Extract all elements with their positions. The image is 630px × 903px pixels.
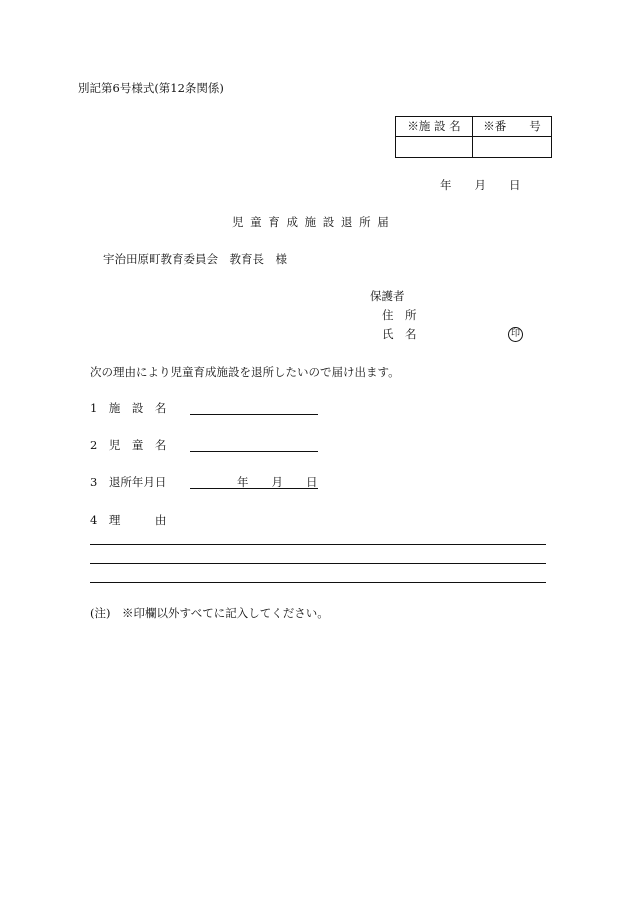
withdrawal-date-field-line — [190, 488, 318, 489]
number-header: ※番 号 — [473, 117, 551, 137]
reason-line — [90, 582, 546, 583]
facility-name-header: ※施 設 名 — [396, 117, 473, 137]
footnote: (注) ※印欄以外すべてに記入してください。 — [90, 606, 329, 620]
reason-line — [90, 544, 546, 545]
item-facility-name-label: 1 施 設 名 — [90, 401, 167, 415]
statement-text: 次の理由により児童育成施設を退所したいので届け出ます。 — [90, 365, 400, 379]
child-name-field-line — [190, 451, 318, 452]
item-withdrawal-date-label: 3 退所年月日 — [90, 475, 167, 489]
facility-name-cell — [396, 137, 473, 157]
guardian-name-label: 氏 名 — [382, 327, 417, 341]
withdrawal-date-text: 年 月 日 — [237, 475, 318, 489]
addressee: 宇治田原町教育委員会 教育長 様 — [103, 252, 287, 266]
seal-mark: 印 — [508, 327, 523, 342]
item-child-name-label: 2 児 童 名 — [90, 438, 167, 452]
reason-line — [90, 563, 546, 564]
document-title: 児 童 育 成 施 設 退 所 届 — [232, 215, 391, 229]
facility-name-field-line — [190, 414, 318, 415]
item-reason-label: 4 理 由 — [90, 513, 167, 527]
form-number: 別記第6号様式(第12条関係) — [78, 81, 224, 95]
office-use-table — [395, 116, 552, 158]
submission-date: 年 月 日 — [440, 178, 521, 192]
guardian-address-label: 住 所 — [382, 308, 417, 322]
number-cell — [473, 137, 551, 157]
guardian-heading: 保護者 — [370, 289, 405, 303]
